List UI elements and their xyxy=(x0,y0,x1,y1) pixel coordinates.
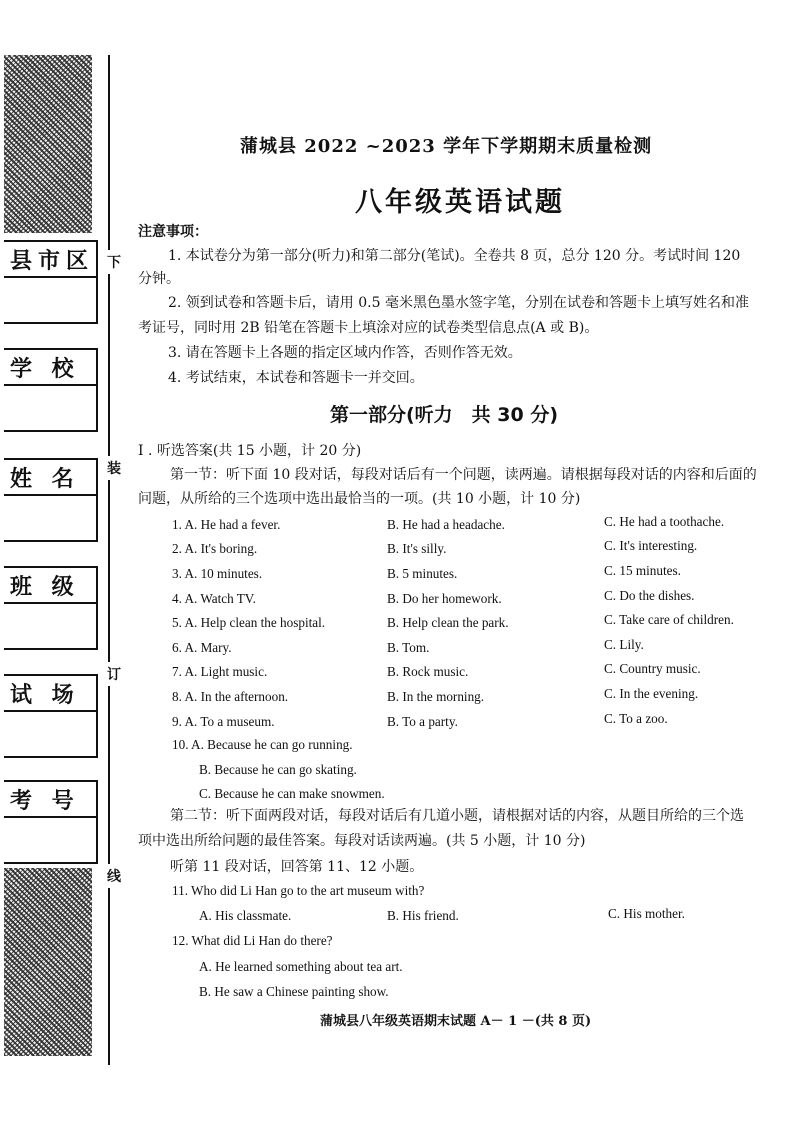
field-exam-number xyxy=(4,780,98,864)
field-name-box[interactable] xyxy=(4,496,96,540)
cut-mark: 线 xyxy=(107,864,121,888)
cut-mark: 装 xyxy=(107,456,121,480)
page-footer: 蒲城县八年级英语期末试题 A－ 1 －(共 8 页) xyxy=(320,1014,592,1029)
q12-stem: 12. What did Li Han do there? xyxy=(172,933,333,948)
note-line: 考证号，同时用 2B 铅笔在答题卡上填涂对应的试卷类型信息点(A 或 B)。 xyxy=(138,320,599,336)
field-school-box[interactable] xyxy=(4,386,96,430)
field-county-label: 县市区 xyxy=(4,242,96,278)
binding-line xyxy=(108,55,110,1065)
q11-stem: 11. Who did Li Han go to the art museum with? xyxy=(172,883,425,898)
q3-option-a: 3. A. 10 minutes. xyxy=(172,566,263,581)
field-name-label: 姓 名 xyxy=(4,460,96,496)
q10-option-c: C. Because he can make snowmen. xyxy=(199,786,385,801)
field-room-label: 试 场 xyxy=(4,676,96,712)
q11-option-c: C. His mother. xyxy=(608,906,685,921)
q5-option-b: B. Help clean the park. xyxy=(387,615,509,630)
q8-option-c: C. In the evening. xyxy=(604,686,699,701)
q9-option-c: C. To a zoo. xyxy=(604,711,668,726)
q8-option-a: 8. A. In the afternoon. xyxy=(172,689,289,704)
q8-option-b: B. In the morning. xyxy=(387,689,485,704)
scan-noise-bottom xyxy=(4,868,92,1056)
q4-option-a: 4. A. Watch TV. xyxy=(172,591,256,606)
q2-option-c: C. It's interesting. xyxy=(604,538,698,553)
field-exam-number-box[interactable] xyxy=(4,818,96,862)
field-class-box[interactable] xyxy=(4,604,96,648)
q6-option-c: C. Lily. xyxy=(604,637,644,652)
field-school-label: 学 校 xyxy=(4,350,96,386)
q12-option-b: B. He saw a Chinese painting show. xyxy=(199,984,389,999)
q9-option-a: 9. A. To a museum. xyxy=(172,714,275,729)
note-line: 3. 请在答题卡上各题的指定区域内作答，否则作答无效。 xyxy=(168,345,522,361)
field-exam-number-label: 考 号 xyxy=(4,782,96,818)
q7-option-b: B. Rock music. xyxy=(387,664,469,679)
field-room xyxy=(4,674,98,758)
q5-option-a: 5. A. Help clean the hospital. xyxy=(172,615,326,630)
q11-option-a: A. His classmate. xyxy=(199,908,292,923)
q3-option-b: B. 5 minutes. xyxy=(387,566,458,581)
field-county xyxy=(4,240,98,324)
dialog11-instruction: 听第 11 段对话，回答第 11、12 小题。 xyxy=(170,859,424,875)
q2-option-b: B. It's silly. xyxy=(387,541,447,556)
exam-subtitle: 蒲城县 2022 ~2023 学年下学期期末质量检测 xyxy=(240,136,653,157)
section2-instructions: 第二节：听下面两段对话，每段对话后有几道小题，请根据对话的内容，从题目所给的三个选 xyxy=(170,808,744,824)
q7-option-a: 7. A. Light music. xyxy=(172,664,268,679)
q1-option-c: C. He had a toothache. xyxy=(604,514,725,529)
field-name xyxy=(4,458,98,542)
q1-option-a: 1. A. He had a fever. xyxy=(172,517,281,532)
q4-option-c: C. Do the dishes. xyxy=(604,588,695,603)
field-school xyxy=(4,348,98,432)
field-room-box[interactable] xyxy=(4,712,96,756)
notes-heading: 注意事项： xyxy=(138,224,208,240)
q2-option-a: 2. A. It's boring. xyxy=(172,541,258,556)
q3-option-c: C. 15 minutes. xyxy=(604,563,681,578)
q11-option-b: B. His friend. xyxy=(387,908,459,923)
note-line: 4. 考试结束，本试卷和答题卡一并交回。 xyxy=(168,370,424,386)
q5-option-c: C. Take care of children. xyxy=(604,612,734,627)
q10-option-a: 10. A. Because he can go running. xyxy=(172,737,353,752)
cut-mark: 下 xyxy=(107,250,121,274)
q1-option-b: B. He had a headache. xyxy=(387,517,505,532)
scan-noise-top xyxy=(4,55,92,233)
q12-option-a: A. He learned something about tea art. xyxy=(199,959,403,974)
cut-mark: 订 xyxy=(107,662,121,686)
q4-option-b: B. Do her homework. xyxy=(387,591,502,606)
q7-option-c: C. Country music. xyxy=(604,661,701,676)
part1-title: 第一部分(听力 共 30 分) xyxy=(330,404,559,426)
field-class-label: 班 级 xyxy=(4,568,96,604)
note-line: 2. 领到试卷和答题卡后，请用 0.5 毫米黑色墨水签字笔，分别在试卷和答题卡上填写姓名和准 xyxy=(168,295,749,311)
q10-option-b: B. Because he can go skating. xyxy=(199,762,357,777)
note-line: 1. 本试卷分为第一部分(听力)和第二部分(笔试)。全卷共 8 页，总分 120 分。考试时间 120 xyxy=(168,248,741,264)
section1-instructions: 第一节：听下面 10 段对话，每段对话后有一个问题，读两遍。请根据每段对话的内容和后面的 xyxy=(170,467,757,483)
q6-option-a: 6. A. Mary. xyxy=(172,640,232,655)
field-county-box[interactable] xyxy=(4,278,96,322)
section1-instructions: 问题，从所给的三个选项中选出最恰当的一项。(共 10 小题，计 10 分) xyxy=(138,491,581,507)
exam-title: 八年级英语试题 xyxy=(355,187,565,218)
q9-option-b: B. To a party. xyxy=(387,714,458,729)
binding-margin xyxy=(0,0,130,1123)
note-line: 分钟。 xyxy=(138,271,180,287)
section2-instructions: 项中选出所给问题的最佳答案。每段对话读两遍。(共 5 小题，计 10 分) xyxy=(138,833,586,849)
section-i-heading: I . 听选答案(共 15 小题，计 20 分) xyxy=(138,443,362,459)
q6-option-b: B. Tom. xyxy=(387,640,430,655)
field-class xyxy=(4,566,98,650)
